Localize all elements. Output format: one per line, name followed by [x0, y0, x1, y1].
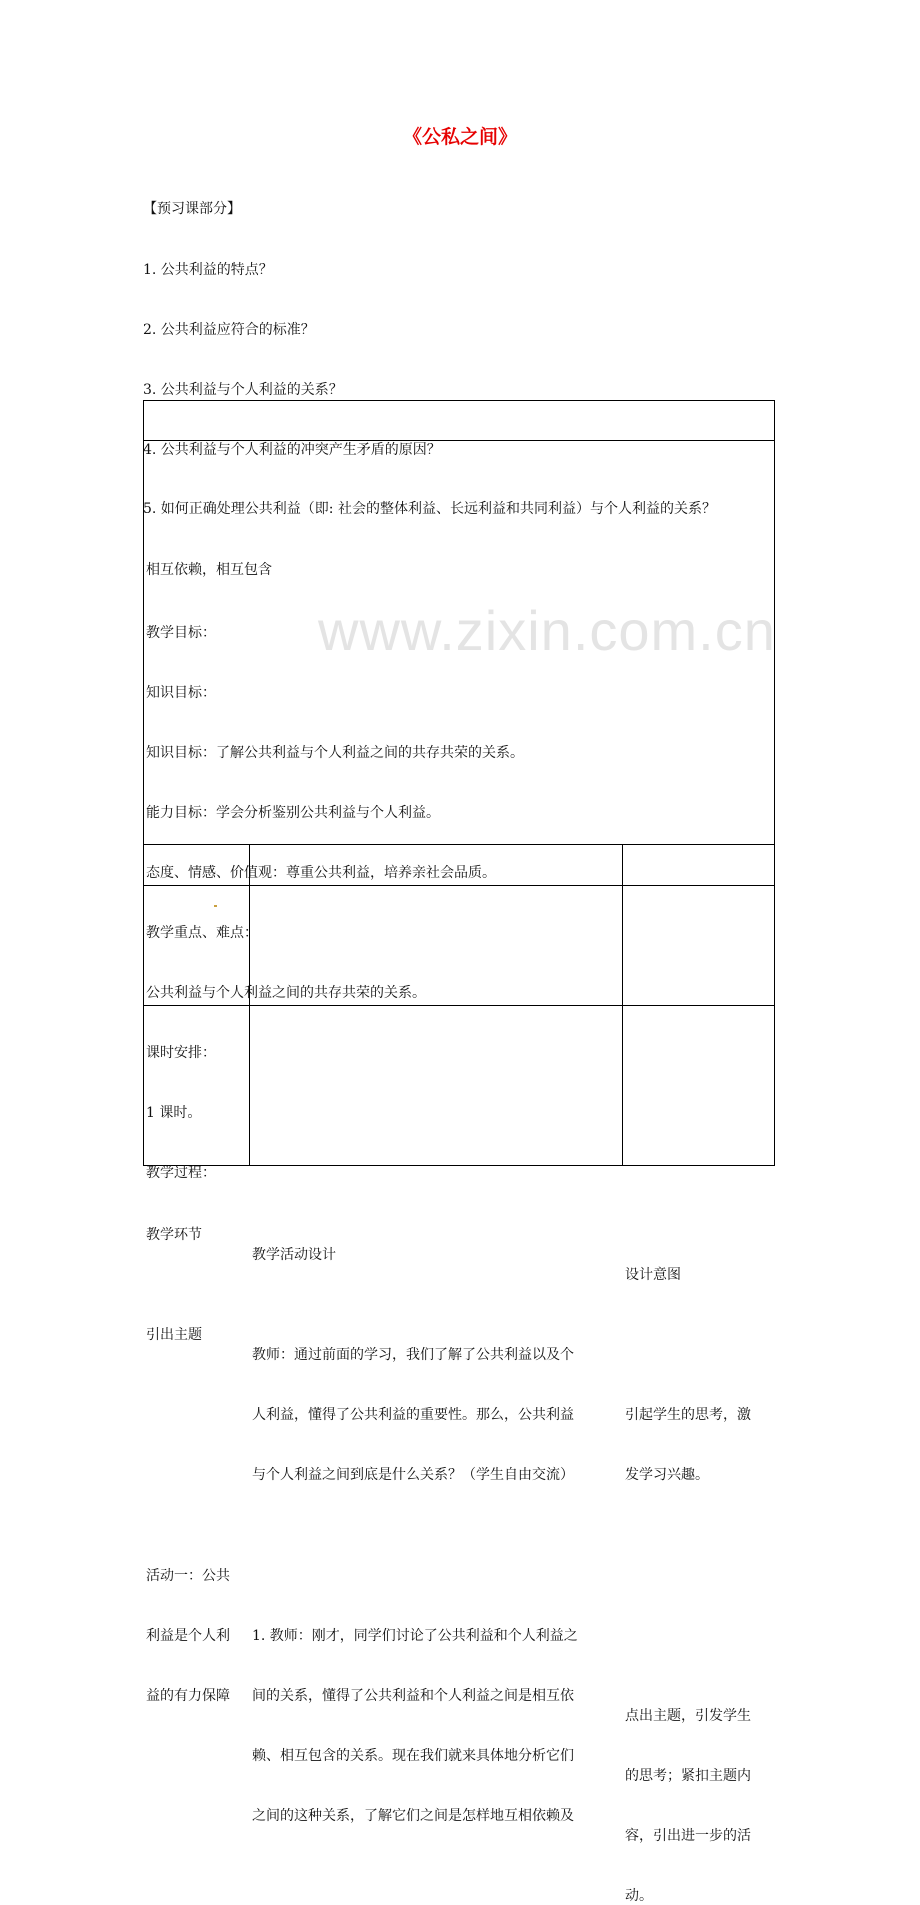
question-5: 5. 如何正确处理公共利益（即: 社会的整体利益、长远利益和共同利益）与个人利益的关系？	[143, 501, 716, 517]
plan-line: 1 课时。	[146, 1105, 202, 1121]
activity-line: 赖、相互包含的关系。现在我们就来具体地分析它们	[252, 1748, 574, 1764]
stage-cell: 利益是个人利	[146, 1628, 230, 1644]
answer-row: 相互依赖，相互包含	[146, 562, 272, 578]
header-stage: 教学环节	[146, 1227, 202, 1243]
question-1: 1. 公共利益的特点？	[143, 262, 273, 278]
intent-line: 发学习兴趣。	[625, 1467, 709, 1483]
divider	[143, 844, 775, 845]
plan-line: 公共利益与个人利益之间的共存共荣的关系。	[146, 985, 426, 1001]
header-activity: 教学活动设计	[252, 1247, 336, 1263]
document-title: 《公私之间》	[402, 126, 517, 148]
plan-line: 知识目标：了解公共利益与个人利益之间的共存共荣的关系。	[146, 745, 524, 761]
plan-line: 教学过程：	[146, 1165, 216, 1181]
question-2: 2. 公共利益应符合的标准？	[143, 322, 315, 338]
divider	[143, 885, 775, 886]
intent-line: 的思考；紧扣主题内	[625, 1768, 751, 1784]
plan-line: 教学目标：	[146, 625, 216, 641]
intent-line: 点出主题，引发学生	[625, 1708, 751, 1724]
question-4: 4. 公共利益与个人利益的冲突产生矛盾的原因？	[143, 442, 441, 458]
stage-cell: 引出主题	[146, 1327, 202, 1343]
intent-line: 动。	[625, 1888, 653, 1904]
watermark: www.zixin.com.cn	[318, 599, 776, 662]
activity-line: 与个人利益之间到底是什么关系？（学生自由交流）	[252, 1467, 574, 1483]
plan-line: 知识目标：	[146, 685, 216, 701]
plan-line: 能力目标：学会分析鉴别公共利益与个人利益。	[146, 805, 440, 821]
plan-line: 教学重点、难点：	[146, 925, 258, 941]
question-3: 3. 公共利益与个人利益的关系？	[143, 382, 343, 398]
plan-line: 态度、情感、价值观：尊重公共利益，培养亲社会品质。	[146, 865, 496, 881]
activity-line: 间的关系，懂得了公共利益和个人利益之间是相互依	[252, 1688, 574, 1704]
activity-line: 人利益，懂得了公共利益的重要性。那么，公共利益	[252, 1407, 574, 1423]
intent-line: 容，引出进一步的活	[625, 1828, 751, 1844]
activity-line: 1. 教师：刚才，同学们讨论了公共利益和个人利益之	[252, 1628, 578, 1644]
plan-line: 课时安排：	[146, 1045, 216, 1061]
mark	[214, 905, 217, 907]
divider	[143, 1005, 775, 1006]
stage-cell: 活动一：公共	[146, 1568, 230, 1584]
activity-line: 之间的这种关系，了解它们之间是怎样地互相依赖及	[252, 1808, 574, 1824]
intent-line: 引起学生的思考，激	[625, 1407, 751, 1423]
section-label: 【预习课部分】	[143, 201, 241, 217]
header-intent: 设计意图	[625, 1267, 681, 1283]
stage-cell: 益的有力保障	[146, 1688, 230, 1704]
activity-line: 教师：通过前面的学习，我们了解了公共利益以及个	[252, 1347, 574, 1363]
